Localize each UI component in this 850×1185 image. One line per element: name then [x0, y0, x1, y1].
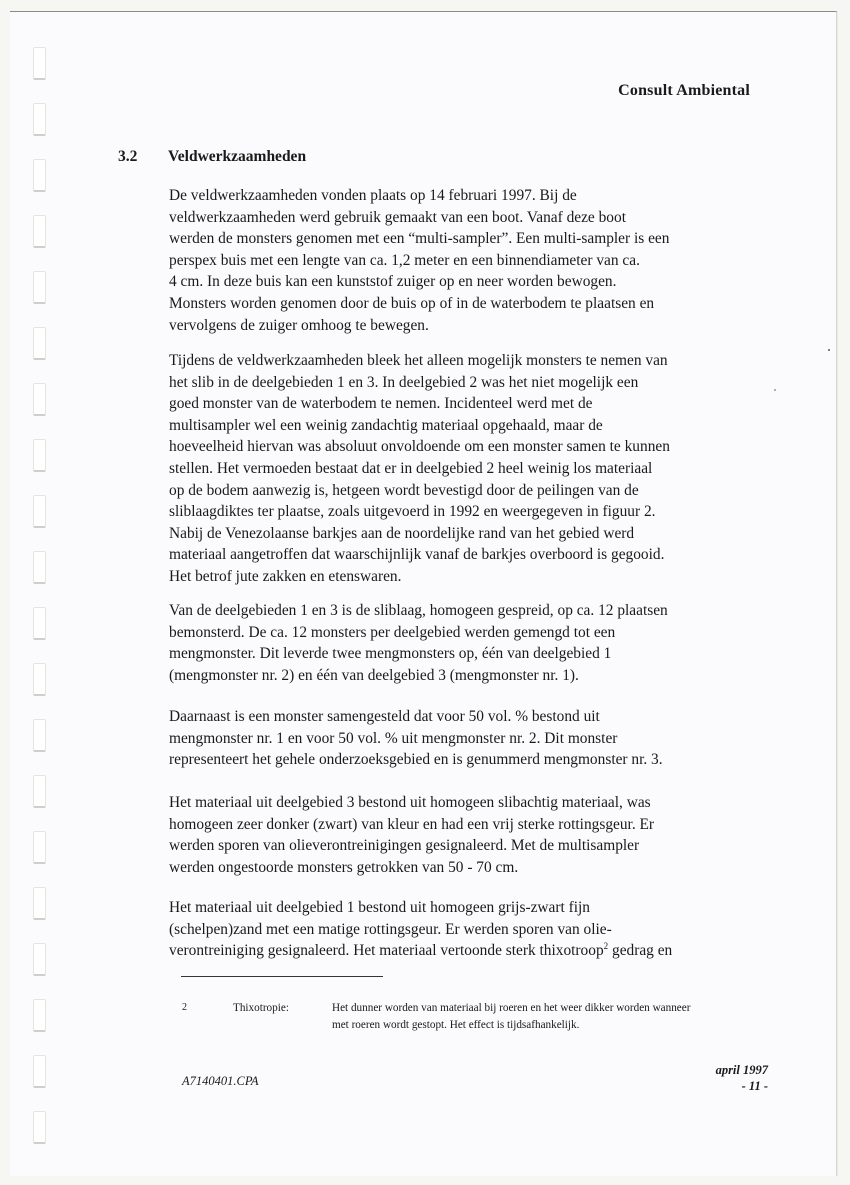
text-line: Van de deelgebieden 1 en 3 is de sliblaag, homogeen gespreid, op ca. 12 plaatsen	[169, 602, 668, 619]
scan-speck	[774, 389, 776, 391]
text-line: bemonsterd. De ca. 12 monsters per deelgebied werden gemengd tot een	[169, 623, 616, 641]
footer-date-page	[716, 1062, 768, 1094]
text-segment: gedrag en	[608, 942, 673, 960]
footnote	[182, 1000, 782, 1033]
binding-hole	[33, 159, 46, 192]
footnote-text	[332, 1000, 772, 1033]
text-line: multisampler wel een weinig zandachtig materiaal opgehaald, maar de	[169, 416, 603, 434]
text-line: representeert het gehele onderzoeksgebied en is genummerd mengmonster nr. 3.	[169, 751, 663, 769]
text-line: 4 cm. In deze buis kan een kunststof zuiger op en neer worden bewogen.	[169, 273, 617, 291]
document-code: A7140401.CPA	[182, 1074, 259, 1088]
binding-hole	[33, 663, 46, 696]
text-line: (mengmonster nr. 2) en één van deelgebied 3 (mengmonster nr. 1).	[169, 666, 579, 684]
section-title: Veldwerkzaamheden	[168, 148, 307, 165]
text-line: mengmonster. Dit leverde twee mengmonsters op, één van deelgebied 1	[169, 645, 612, 663]
text-line: mengmonster nr. 1 en voor 50 vol. % uit mengmonster nr. 2. Dit monster	[169, 729, 618, 747]
text-line-with-footnote-ref	[169, 940, 769, 962]
text-line: sliblaagdiktes ter plaatse, zoals uitgevoerd in 1992 en weergegeven in figuur 2.	[169, 503, 656, 521]
binding-hole	[33, 271, 46, 304]
page-number: - 11 -	[741, 1079, 768, 1093]
binding-hole	[33, 1111, 46, 1144]
binding-hole	[33, 47, 46, 80]
binding-hole	[33, 943, 46, 976]
text-line: (schelpen)zand met een matige rottingsgeur. Er werden sporen van olie-	[169, 920, 612, 938]
binding-hole	[33, 775, 46, 808]
section-number: 3.2	[118, 148, 138, 165]
paragraph-6	[169, 897, 769, 962]
binding-hole	[33, 887, 46, 920]
text-line: werden sporen van olieverontreinigingen gesignaleerd. Met de multisampler	[169, 837, 640, 855]
text-line: Tijdens de veldwerkzaamheden bleek het alleen mogelijk monsters te nemen van	[169, 352, 668, 369]
text-line: materiaal aangetroffen dat waarschijnlijk vanaf de barkjes overboord is gegooid.	[169, 546, 665, 564]
scan-speck	[828, 349, 830, 351]
footnote-term: Thixotropie:	[233, 1002, 289, 1014]
header-company-name: Consult Ambiental	[618, 82, 750, 99]
text-line: homogeen zeer donker (zwart) van kleur en had een vrij sterke rottingsgeur. Er	[169, 815, 655, 833]
text-line: op de bodem aanwezig is, hetgeen wordt bevestigd door de peilingen van de	[169, 481, 639, 499]
binding-hole	[33, 999, 46, 1032]
footnote-divider	[181, 976, 383, 977]
text-line: Nabij de Venezolaanse barkjes aan de noordelijke rand van het gebied werd	[169, 524, 635, 542]
text-line: Daarnaast is een monster samengesteld dat voor 50 vol. % bestond uit	[169, 708, 600, 725]
binding-hole	[33, 495, 46, 528]
text-line: stellen. Het vermoeden bestaat dat er in deelgebied 2 heel weinig los materiaal	[169, 459, 653, 477]
binding-hole	[33, 103, 46, 136]
footer-date: april 1997	[715, 1063, 768, 1077]
text-line: Het materiaal uit deelgebied 3 bestond uit homogeen slibachtig materiaal, was	[169, 794, 651, 811]
binding-hole	[33, 327, 46, 360]
text-line: werden de monsters genomen met een “multi-sampler”. Een multi-sampler is een	[169, 230, 670, 248]
binding-hole	[33, 1055, 46, 1088]
binding-hole	[33, 607, 46, 640]
binding-hole	[33, 719, 46, 752]
footnote-number: 2	[182, 1002, 187, 1013]
text-line: Monsters worden genomen door de buis op of in de waterbodem te plaatsen en	[169, 294, 655, 312]
text-line: vervolgens de zuiger omhoog te bewegen.	[169, 316, 429, 334]
text-line: hoeveelheid hiervan was absoluut onvoldoende om een monster samen te kunnen	[169, 438, 670, 456]
binding-hole	[33, 551, 46, 584]
text-segment: verontreiniging gesignaleerd. Het materiaal vertoonde sterk thixotroop	[169, 942, 604, 960]
paragraph-5	[169, 792, 769, 878]
text-line: het slib in de deelgebieden 1 en 3. In deelgebied 2 was het niet mogelijk een	[169, 373, 639, 391]
text-line: De veldwerkzaamheden vonden plaats op 14 februari 1997. Bij de	[169, 187, 577, 204]
text-line: perspex buis met een lengte van ca. 1,2 meter en een binnendiameter van ca.	[169, 251, 640, 269]
paragraph-1	[169, 185, 769, 336]
paragraph-3	[169, 600, 769, 686]
paragraph-2	[169, 350, 769, 588]
section-heading	[118, 148, 306, 166]
text-line: goed monster van de waterbodem te nemen. Incidenteel werd met de	[169, 395, 593, 413]
binding-hole	[33, 831, 46, 864]
footnote-reference[interactable]: 2	[603, 941, 609, 952]
footnote-text-line: Het dunner worden van materiaal bij roeren en het weer dikker worden wanneer	[332, 1002, 691, 1014]
footnote-text-line: met roeren wordt gestopt. Het effect is tijdsafhankelijk.	[332, 1018, 580, 1031]
text-line: Het betrof jute zakken en etenswaren.	[169, 567, 402, 585]
paragraph-4	[169, 706, 769, 771]
binding-hole	[33, 383, 46, 416]
binding-hole	[33, 439, 46, 472]
text-line: veldwerkzaamheden werd gebruik gemaakt van een boot. Vanaf deze boot	[169, 208, 626, 226]
text-line: Het materiaal uit deelgebied 1 bestond uit homogeen grijs-zwart fijn	[169, 899, 590, 916]
binding-hole	[33, 215, 46, 248]
text-line: werden ongestoorde monsters getrokken van 50 - 70 cm.	[169, 858, 519, 876]
